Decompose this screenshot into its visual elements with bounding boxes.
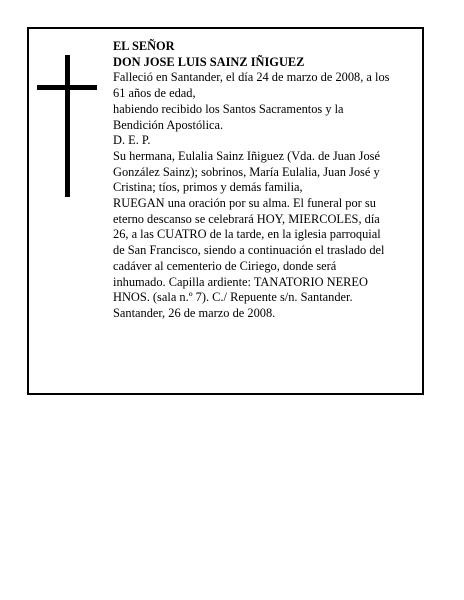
notice-heading: EL SEÑOR bbox=[113, 39, 175, 53]
cross-horizontal-bar bbox=[37, 85, 97, 90]
obituary-text bbox=[113, 39, 415, 322]
notice-line: Su hermana, Eulalia Sainz Iñiguez (Vda. de Juan José bbox=[113, 148, 381, 163]
deceased-name: DON JOSE LUIS SAINZ IÑIGUEZ bbox=[113, 54, 305, 69]
notice-line: 26, a las CUATRO de la tarde, en la iglesia parroquial bbox=[113, 227, 381, 242]
rip-line: D. E. P. bbox=[113, 133, 151, 148]
notice-line: 61 años de edad, bbox=[113, 86, 196, 101]
notice-line: cadáver al cementerio de Ciriego, donde será bbox=[113, 258, 337, 273]
cross-vertical-bar bbox=[65, 55, 70, 197]
notice-line: González Sainz); sobrinos, María Eulalia, Juan José y bbox=[113, 164, 380, 179]
notice-line: Bendición Apostólica. bbox=[113, 117, 224, 132]
date-line: Santander, 26 de marzo de 2008. bbox=[113, 305, 276, 320]
notice-line: habiendo recibido los Santos Sacramentos y la bbox=[113, 101, 344, 116]
cross-icon bbox=[37, 55, 97, 197]
notice-line: de San Francisco, siendo a continuación el traslado del bbox=[113, 243, 385, 258]
notice-line: eterno descanso se celebrará HOY, MIERCOLES, día bbox=[113, 211, 380, 226]
notice-line: HNOS. (sala n.º 7). C./ Repuente s/n. Santander. bbox=[113, 290, 353, 305]
notice-line: RUEGAN una oración por su alma. El funeral por su bbox=[113, 196, 376, 211]
notice-line: Cristina; tíos, primos y demás familia, bbox=[113, 180, 303, 195]
notice-line: Falleció en Santander, el día 24 de marzo de 2008, a los bbox=[113, 70, 390, 85]
notice-line: inhumado. Capilla ardiente: TANATORIO NEREO bbox=[113, 274, 368, 289]
